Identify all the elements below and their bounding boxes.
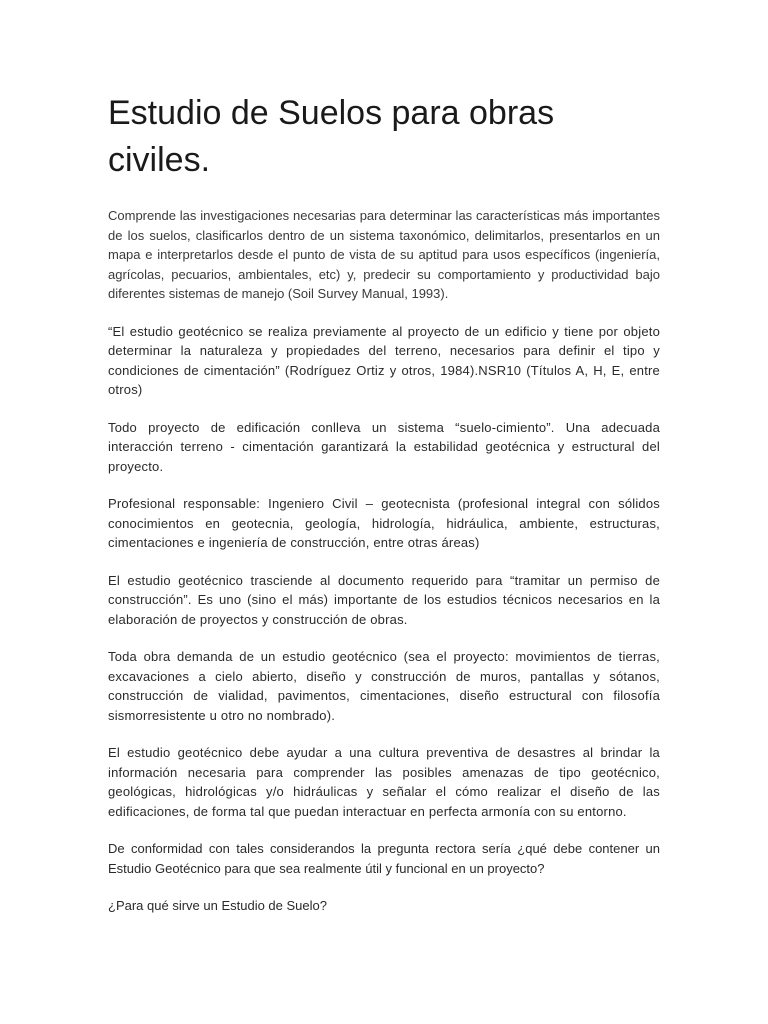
- paragraph-guiding-question: De conformidad con tales considerandos la pregunta rectora sería ¿qué debe contener un Estudio Geotécnico para que sea realmente útil y funcional en un proyecto?: [108, 841, 660, 876]
- paragraph-works-demand: Toda obra demanda de un estudio geotécnico (sea el proyecto: movimientos de tierras, excavaciones a cielo abierto, diseño y construcción de muros, pantallas y sótanos, construcción de vialidad, pavimentos, cimentaciones, diseño estructural con filosofía sismorresistente u otro no nombrado).: [108, 649, 660, 723]
- paragraph-geotechnical-quote: “El estudio geotécnico se realiza previamente al proyecto de un edificio y tiene por objeto determinar la naturaleza y propiedades del terreno, necesarios para definir el tipo y condiciones de cimentación” (Rodríguez Ortiz y otros, 1984).NSR10 (Títulos A, H, E, entre otros): [108, 323, 660, 397]
- paragraph-definition: Comprende las investigaciones necesarias para determinar las características más importantes de los suelos, clasificarlos dentro de un sistema taxonómico, delimitarlos, presentarlos en un mapa e interpretarlos desde el punto de vista de su aptitud para usos específicos (ingeniería, agrícolas, pecuarios, ambientales, etc) y, predecir su comportamiento y productividad bajo diferentes sistemas de manejo (Soil Survey Manual, 1993).: [108, 208, 660, 301]
- document-page: [108, 90, 660, 934]
- paragraph-preventive-culture: El estudio geotécnico debe ayudar a una cultura preventiva de desastres al brindar la información necesaria para comprender las posibles amenazas de tipo geotécnico, geológicas, hidrológicas y/o hidráulicas y señalar el cómo realizar el diseño de las edificaciones, de forma tal que puedan interactuar en perfecta armonía con su entorno.: [108, 745, 660, 819]
- paragraph-study-importance: El estudio geotécnico trasciende al documento requerido para “tramitar un permiso de construcción”. Es uno (sino el más) importante de los estudios técnicos necesarios en la elaboración de proyectos y construcción de obras.: [108, 572, 660, 627]
- document-title: Estudio de Suelos para obras civiles.: [108, 94, 555, 179]
- section-question: ¿Para qué sirve un Estudio de Suelo?: [108, 898, 327, 913]
- paragraph-responsible-professional: Profesional responsable: Ingeniero Civil – geotecnista (profesional integral con sólidos conocimientos en geotecnia, geología, hidrología, hidráulica, ambiente, estructuras, cimentaciones e ingeniería de construcción, entre otras áreas): [108, 496, 660, 550]
- paragraph-soil-foundation-system: Todo proyecto de edificación conlleva un sistema “suelo-cimiento”. Una adecuada interacción terreno - cimentación garantizará la estabilidad geotécnica y estructural del proyecto.: [108, 419, 660, 474]
